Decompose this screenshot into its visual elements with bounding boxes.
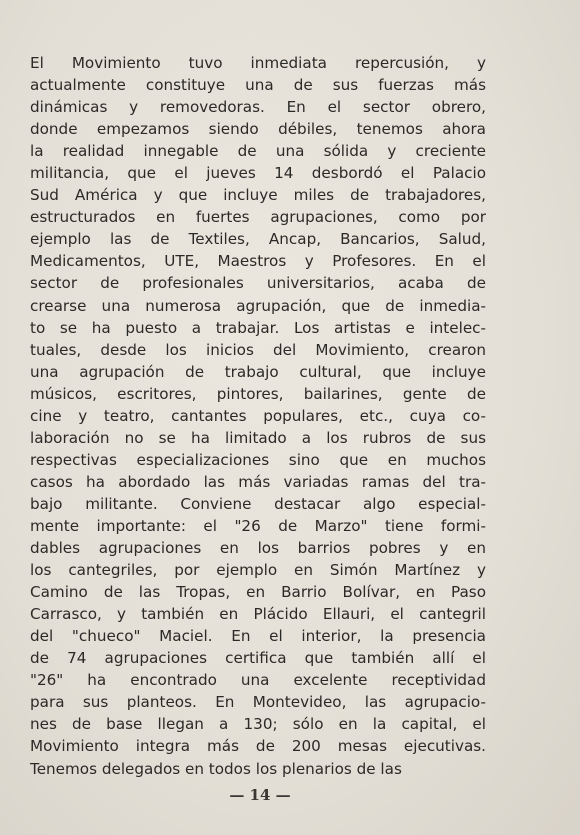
text-line: tuales, desde los inicios del Movimiento, crearon <box>30 340 486 359</box>
text-line: laboración no se ha limitado a los rubros de sus <box>30 428 486 447</box>
text-line: estructurados en fuertes agrupaciones, como por <box>30 208 486 227</box>
text-line: donde empezamos siendo débiles, tenemos ahora <box>30 120 486 139</box>
text-line: cine y teatro, cantantes populares, etc., cuya co- <box>30 406 486 425</box>
text-line: nes de base llegan a 130; sólo en la capital, el <box>30 715 486 734</box>
text-line: militancia, que el jueves 14 desbordó el Palacio <box>30 164 486 183</box>
text-line: Tenemos delegados en todos los plenarios de las <box>30 759 402 778</box>
text-line: dables agrupaciones en los barrios pobres y en <box>30 539 486 558</box>
text-line: ejemplo las de Textiles, Ancap, Bancarios, Salud, <box>30 230 486 249</box>
text-line: actualmente constituye una de sus fuerzas más <box>30 76 486 95</box>
text-line: una agrupación de trabajo cultural, que incluye <box>30 362 486 381</box>
text-line: Sud América y que incluye miles de trabajadores, <box>30 186 486 205</box>
text-line: to se ha puesto a trabajar. Los artistas e intelec- <box>30 318 486 337</box>
text-line: Carrasco, y también en Plácido Ellauri, el cantegril <box>30 605 486 624</box>
text-line: de 74 agrupaciones certifica que también allí el <box>30 649 486 668</box>
text-line: músicos, escritores, pintores, bailarines, gente de <box>30 384 486 403</box>
text-line: "26" ha encontrado una excelente receptividad <box>30 671 486 690</box>
text-line: respectivas especializaciones sino que en muchos <box>30 450 486 469</box>
text-line: dinámicas y removedoras. En el sector obrero, <box>30 98 486 117</box>
text-line: para sus planteos. En Montevideo, las agrupacio- <box>30 693 486 712</box>
text-line: Camino de las Tropas, en Barrio Bolívar, en Paso <box>30 583 486 602</box>
text-line: casos ha abordado las más variadas ramas del tra- <box>30 472 486 491</box>
page-number: — 14 — <box>229 786 291 804</box>
text-line: mente importante: el "26 de Marzo" tiene formi- <box>30 516 486 535</box>
text-line: los cantegriles, por ejemplo en Simón Martínez y <box>30 561 486 580</box>
body-text <box>30 52 486 780</box>
text-line: crearse una numerosa agrupación, que de inmedia- <box>30 296 486 315</box>
text-line: del "chueco" Maciel. En el interior, la presencia <box>30 627 486 646</box>
text-line: El Movimiento tuvo inmediata repercusión, y <box>30 54 486 72</box>
text-line: sector de profesionales universitarios, acaba de <box>30 274 486 293</box>
text-line: Movimiento integra más de 200 mesas ejecutivas. <box>30 737 486 756</box>
text-line: Medicamentos, UTE, Maestros y Profesores. En el <box>30 252 486 271</box>
text-line: la realidad innegable de una sólida y creciente <box>30 142 486 161</box>
text-line: bajo militante. Conviene destacar algo especial- <box>30 494 486 513</box>
